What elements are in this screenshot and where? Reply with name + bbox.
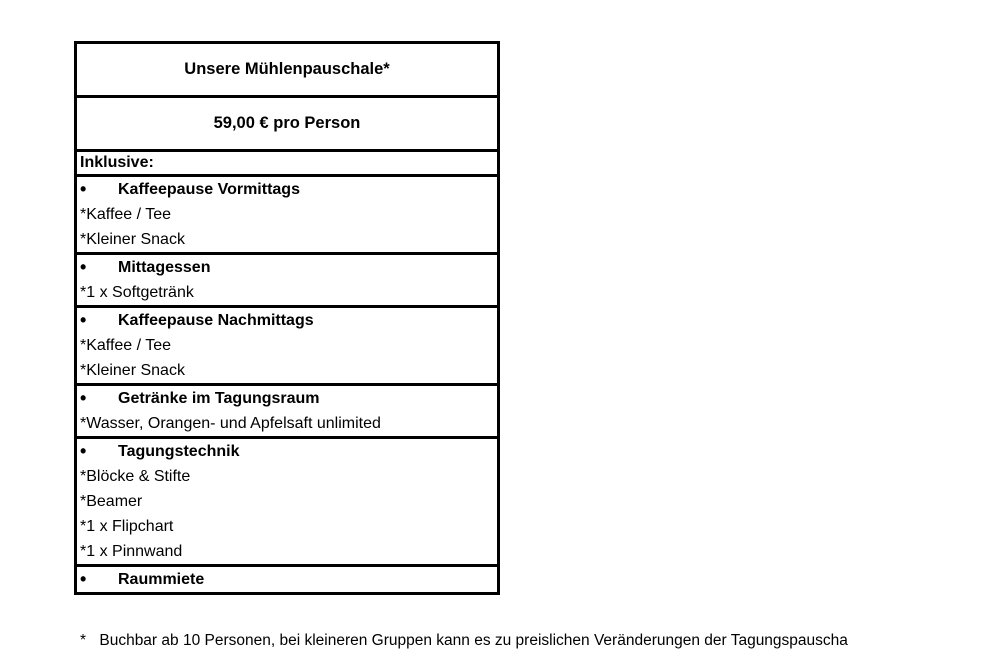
- section-getraenke-tagungsraum: [77, 386, 497, 439]
- package-title-row: [77, 44, 497, 98]
- footnote: [80, 632, 848, 650]
- section-tagungstechnik: [77, 439, 497, 567]
- bullet-icon: •: [80, 310, 87, 330]
- section-raummiete: [77, 567, 497, 592]
- section-item: *1 x Pinnwand: [80, 543, 183, 560]
- section-heading-row: [80, 255, 497, 280]
- section-item: *Blöcke & Stifte: [80, 468, 191, 485]
- bullet-icon: •: [80, 441, 87, 461]
- section-heading-row: [80, 308, 497, 333]
- section-mittagessen: [77, 255, 497, 308]
- package-price-row: [77, 98, 497, 152]
- section-item: *Kleiner Snack: [80, 231, 185, 248]
- section-item: *Kaffee / Tee: [80, 206, 172, 223]
- package-price: 59,00 € pro Person: [213, 114, 361, 132]
- section-item: *Wasser, Orangen- und Apfelsaft unlimited: [80, 415, 381, 432]
- section-heading: Kaffeepause Nachmittags: [118, 312, 314, 329]
- footnote-marker: *: [80, 632, 87, 649]
- section-item: *Beamer: [80, 493, 143, 510]
- bullet-icon: •: [80, 569, 87, 589]
- bullet-icon: •: [80, 257, 87, 277]
- package-title: Unsere Mühlenpauschale*: [184, 60, 390, 78]
- section-item: *Kleiner Snack: [80, 362, 185, 379]
- section-heading: Tagungstechnik: [118, 443, 240, 460]
- section-item: *1 x Flipchart: [80, 518, 174, 535]
- bullet-icon: •: [80, 388, 87, 408]
- section-heading-row: [80, 567, 497, 592]
- inclusive-label: Inklusive:: [80, 154, 154, 171]
- section-item: *Kaffee / Tee: [80, 337, 172, 354]
- section-heading-row: [80, 439, 497, 464]
- section-heading: Mittagessen: [118, 259, 211, 276]
- section-heading: Kaffeepause Vormittags: [118, 181, 300, 198]
- section-heading: Getränke im Tagungsraum: [118, 390, 320, 407]
- section-heading-row: [80, 177, 497, 202]
- footnote-text: Buchbar ab 10 Personen, bei kleineren Gruppen kann es zu preislichen Veränderungen der Tagungspauscha: [99, 632, 848, 649]
- section-heading-row: [80, 386, 497, 411]
- section-kaffeepause-vormittags: [77, 177, 497, 255]
- inclusive-row: [77, 152, 497, 177]
- bullet-icon: •: [80, 179, 87, 199]
- section-item: *1 x Softgetränk: [80, 284, 194, 301]
- section-kaffeepause-nachmittags: [77, 308, 497, 386]
- package-table: [74, 41, 500, 595]
- section-heading: Raummiete: [118, 571, 205, 588]
